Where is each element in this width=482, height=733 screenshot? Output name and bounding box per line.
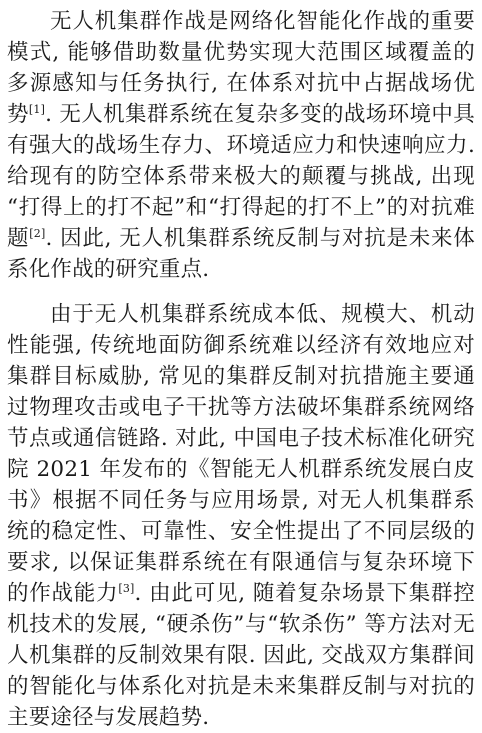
citation-3: [3]: [118, 581, 135, 595]
citation-1: [1]: [28, 102, 46, 116]
paragraph-1-text-3: . 因此, 无人机集群系统反制与对抗是未来体系化作战的研究重点.: [7, 226, 475, 282]
paragraph-2-text-1: 由于无人机集群系统成本低、规模大、机动性能强, 传统地面防御系统难以经济有效地应对集群目标威胁, 常见的集群反制对抗措施主要通过物理攻击或电子干扰等方法破坏集群系统网络节点或通信链路. 对此, 中国电子技术标准化研究院 2021 年发布的《智能无人机群系统发展白皮书》根据不同任务与应用场景, 对无人机集群系统的稳定性、可靠性、安全性提出了不同层级的要求, 以保证集群系统在有限通信与复杂环境下的作战能力: [7, 302, 475, 606]
paragraph-1-text-1: 无人机集群作战是网络化智能化作战的重要模式, 能够借助数量优势实现大范围区域覆盖的多源感知与任务执行, 在体系对抗中占据战场优势: [7, 9, 475, 127]
paragraph-1: [7, 6, 475, 285]
paragraph-2-text-2: . 由此可见, 随着复杂场景下集群控机技术的发展, “硬杀伤”与“软杀伤” 等方法对无人机集群的反制效果有限. 因此, 交战双方集群间的智能化与体系化对抗是未来集群反制与对抗的主要途径与发展趋势.: [7, 581, 475, 730]
citation-2: [2]: [29, 226, 46, 240]
paragraph-2: [7, 299, 475, 733]
document-body: [7, 6, 475, 733]
paragraph-1-text-2: . 无人机集群系统在复杂多变的战场环境中具有强大的战场生存力、环境适应力和快速响应力. 给现有的防空体系带来极大的颠覆与挑战, 出现 “打得上的打不起”和“打得起的打不上”的对抗难题: [7, 102, 475, 251]
